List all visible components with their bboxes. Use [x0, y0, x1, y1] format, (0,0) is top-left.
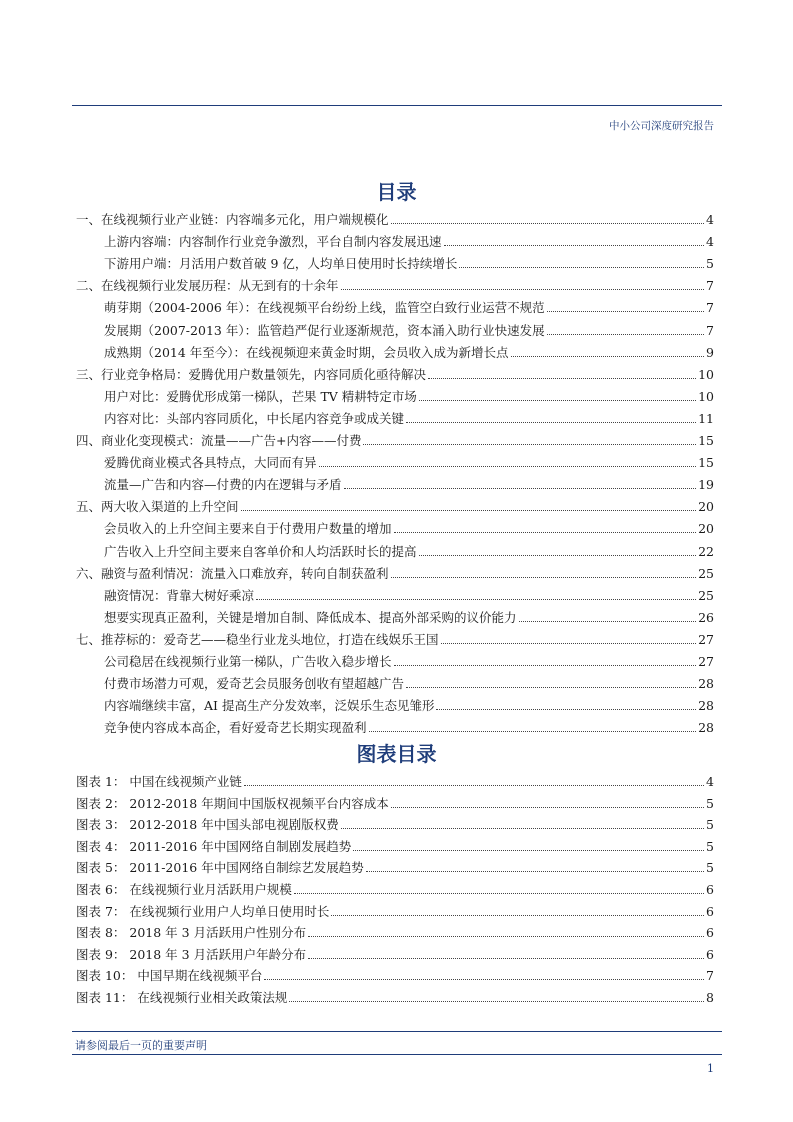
entry-page-number: 9 [706, 344, 714, 360]
dot-leader [363, 444, 696, 445]
figure-entry[interactable] [0, 986, 793, 1006]
dot-leader [241, 510, 697, 511]
entry-page-number: 6 [706, 946, 714, 962]
entry-page-number: 28 [698, 720, 714, 736]
entry-label: 内容对比：头部内容同质化，中长尾内容竞争或成关键 [104, 410, 405, 426]
entry-page-number: 5 [706, 817, 714, 833]
toc-entry[interactable] [0, 451, 793, 471]
toc-entry[interactable] [0, 230, 793, 250]
toc-entry[interactable] [0, 540, 793, 560]
dot-leader [459, 267, 704, 268]
dot-leader [406, 687, 696, 688]
entry-page-number: 7 [706, 322, 714, 338]
entry-label: 图表 8： 2018 年 3 月活跃用户性别分布 [76, 925, 307, 941]
figure-entry[interactable] [0, 964, 793, 984]
toc-entry[interactable] [0, 562, 793, 582]
dot-leader [353, 850, 704, 851]
entry-page-number: 27 [698, 654, 714, 669]
dot-leader [436, 709, 696, 710]
entry-page-number: 6 [706, 903, 714, 919]
toc-entry[interactable] [0, 473, 793, 493]
entry-label: 图表 7： 在线视频行业用户人均单日使用时长 [76, 903, 330, 919]
entry-page-number: 7 [706, 300, 714, 316]
entry-label: 爱腾优商业模式各具特点，大同而有异 [104, 455, 317, 471]
entry-label: 四、商业化变现模式：流量——广告+内容——付费 [76, 433, 362, 448]
entry-page-number: 4 [706, 212, 714, 227]
dot-leader [341, 289, 705, 290]
figure-entry[interactable] [0, 856, 793, 876]
entry-page-number: 22 [698, 543, 714, 559]
dot-leader [244, 785, 704, 786]
entry-page-number: 20 [698, 499, 714, 515]
dot-leader [344, 488, 697, 489]
report-type: 中小公司深度研究报告 [609, 120, 714, 132]
entry-label: 萌芽期（2004-2006 年）：在线视频平台纷纷上线，监管空白致行业运营不规范 [104, 300, 545, 316]
toc-entry[interactable] [0, 429, 793, 449]
entry-label: 二、在线视频行业发展历程：从无到有的十余年 [76, 278, 339, 294]
entry-label: 三、行业竞争格局：爱腾优用户数量领先，内容同质化亟待解决 [76, 366, 427, 382]
figure-entry[interactable] [0, 943, 793, 963]
entry-label: 会员收入的上升空间主要来自于付费用户数量的增加 [104, 521, 392, 537]
dot-leader [444, 245, 705, 246]
entry-page-number: 28 [698, 676, 714, 692]
entry-page-number: 25 [698, 565, 714, 581]
footer-rule [72, 1031, 722, 1032]
toc-entry[interactable] [0, 584, 793, 604]
entry-page-number: 7 [706, 278, 714, 294]
figure-entry[interactable] [0, 770, 793, 790]
entry-label: 融资情况：背靠大树好乘凉 [104, 587, 255, 603]
entry-page-number: 4 [706, 774, 714, 789]
entry-label: 图表 2： 2012-2018 年期间中国版权视频平台内容成本 [76, 795, 389, 811]
entry-page-number: 15 [698, 455, 714, 471]
toc-entry[interactable] [0, 407, 793, 427]
entry-page-number: 15 [698, 433, 714, 448]
figure-entry[interactable] [0, 835, 793, 855]
entry-label: 上游内容端：内容制作行业竞争激烈，平台自制内容发展迅速 [104, 234, 442, 250]
footer-disclaimer: 请参阅最后一页的重要声明 [75, 1039, 207, 1052]
toc-entry[interactable] [0, 341, 793, 361]
toc-entry[interactable] [0, 650, 793, 670]
dot-leader [264, 979, 704, 980]
figures-title: 图表目录 [356, 742, 437, 766]
toc-entry[interactable] [0, 385, 793, 405]
dot-leader [547, 311, 704, 312]
dot-leader [366, 871, 704, 872]
dot-leader [547, 334, 704, 335]
entry-label: 下游用户端：月活用户数首破 9 亿，人均单日使用时长持续增长 [104, 256, 458, 272]
entry-page-number: 5 [706, 838, 714, 854]
entry-label: 广告收入上升空间主要来自客单价和人均活跃时长的提高 [104, 543, 417, 559]
entry-page-number: 25 [698, 587, 714, 603]
entry-page-number: 4 [706, 234, 714, 250]
dot-leader [391, 223, 705, 224]
dot-leader [419, 400, 696, 401]
header-rule [72, 105, 722, 106]
toc-entry[interactable] [0, 319, 793, 339]
toc-entry[interactable] [0, 694, 793, 714]
dot-leader [308, 936, 704, 937]
dot-leader [331, 915, 704, 916]
toc-entry[interactable] [0, 517, 793, 537]
entry-page-number: 10 [698, 366, 714, 382]
entry-label: 图表 11： 在线视频行业相关政策法规 [76, 990, 288, 1005]
entry-page-number: 26 [698, 609, 714, 625]
toc-entry[interactable] [0, 495, 793, 515]
entry-label: 发展期（2007-2013 年）：监管趋严促行业逐渐规范，资本涌入助行业快速发展 [104, 322, 545, 338]
dot-leader [391, 577, 697, 578]
entry-label: 六、融资与盈利情况：流量入口难放弃，转向自制获盈利 [76, 565, 389, 581]
dot-leader [394, 532, 697, 533]
figure-entry[interactable] [0, 900, 793, 920]
entry-label: 五、两大收入渠道的上升空间 [76, 499, 239, 515]
toc-entry[interactable] [0, 252, 793, 272]
entry-page-number: 11 [698, 410, 714, 426]
dot-leader [289, 1001, 704, 1002]
entry-label: 图表 6： 在线视频行业月活跃用户规模 [76, 882, 292, 897]
figure-entry[interactable] [0, 792, 793, 812]
dot-leader [406, 422, 696, 423]
entry-page-number: 6 [706, 882, 714, 897]
entry-page-number: 19 [698, 477, 714, 493]
entry-label: 图表 4： 2011-2016 年中国网络自制剧发展趋势 [76, 838, 352, 854]
entry-label: 一、在线视频行业产业链：内容端多元化，用户端规模化 [76, 212, 389, 227]
entry-page-number: 5 [706, 256, 714, 272]
toc-title: 目录 [376, 180, 417, 204]
toc-entry[interactable] [0, 296, 793, 316]
dot-leader [441, 643, 697, 644]
entry-page-number: 7 [706, 968, 714, 984]
entry-label: 想要实现真正盈利，关键是增加自制、降低成本、提高外部采购的议价能力 [104, 609, 517, 625]
footer-rule-lower [72, 1054, 722, 1055]
dot-leader [341, 828, 704, 829]
figure-entry[interactable] [0, 921, 793, 941]
dot-leader [369, 731, 697, 732]
entry-label: 流量—广告和内容—付费的内在逻辑与矛盾 [104, 477, 342, 493]
entry-page-number: 8 [706, 990, 714, 1005]
dot-leader [511, 356, 705, 357]
entry-label: 用户对比：爱腾优形成第一梯队，芒果 TV 精耕特定市场 [104, 388, 417, 404]
entry-label: 成熟期（2014 年至今）：在线视频迎来黄金时期，会员收入成为新增长点 [104, 344, 509, 360]
page-number: 1 [707, 1062, 714, 1075]
figure-entry[interactable] [0, 878, 793, 898]
entry-page-number: 6 [706, 925, 714, 941]
dot-leader [394, 665, 697, 666]
toc-entry[interactable] [0, 672, 793, 692]
dot-leader [391, 807, 704, 808]
dot-leader [519, 621, 697, 622]
entry-page-number: 27 [698, 631, 714, 647]
entry-label: 竞争使内容成本高企，看好爱奇艺长期实现盈利 [104, 720, 367, 736]
dot-leader [319, 466, 697, 467]
entry-page-number: 5 [706, 795, 714, 811]
dot-leader [428, 378, 696, 379]
entry-label: 图表 1： 中国在线视频产业链 [76, 774, 242, 789]
dot-leader [256, 599, 696, 600]
dot-leader [308, 958, 704, 959]
entry-label: 内容端继续丰富，AI 提高生产分发效率，泛娱乐生态见雏形 [104, 698, 435, 714]
toc-entry[interactable] [0, 208, 793, 228]
toc-entry[interactable] [0, 606, 793, 626]
entry-label: 公司稳居在线视频行业第一梯队，广告收入稳步增长 [104, 654, 392, 669]
toc-entry[interactable] [0, 628, 793, 648]
entry-label: 图表 5： 2011-2016 年中国网络自制综艺发展趋势 [76, 860, 364, 876]
entry-label: 付费市场潜力可观，爱奇艺会员服务创收有望超越广告 [104, 676, 405, 692]
dot-leader [294, 893, 704, 894]
entry-label: 七、推荐标的：爱奇艺——稳坐行业龙头地位，打造在线娱乐王国 [76, 631, 439, 647]
entry-label: 图表 10： 中国早期在线视频平台 [76, 968, 263, 984]
toc-entry[interactable] [0, 363, 793, 383]
entry-page-number: 10 [698, 388, 714, 404]
dot-leader [419, 555, 697, 556]
toc-entry[interactable] [0, 274, 793, 294]
entry-page-number: 5 [706, 860, 714, 876]
entry-label: 图表 9： 2018 年 3 月活跃用户年龄分布 [76, 946, 307, 962]
entry-label: 图表 3： 2012-2018 年中国头部电视剧版权费 [76, 817, 339, 833]
entry-page-number: 28 [698, 698, 714, 714]
toc-entry[interactable] [0, 716, 793, 736]
figure-entry[interactable] [0, 813, 793, 833]
entry-page-number: 20 [698, 521, 714, 537]
